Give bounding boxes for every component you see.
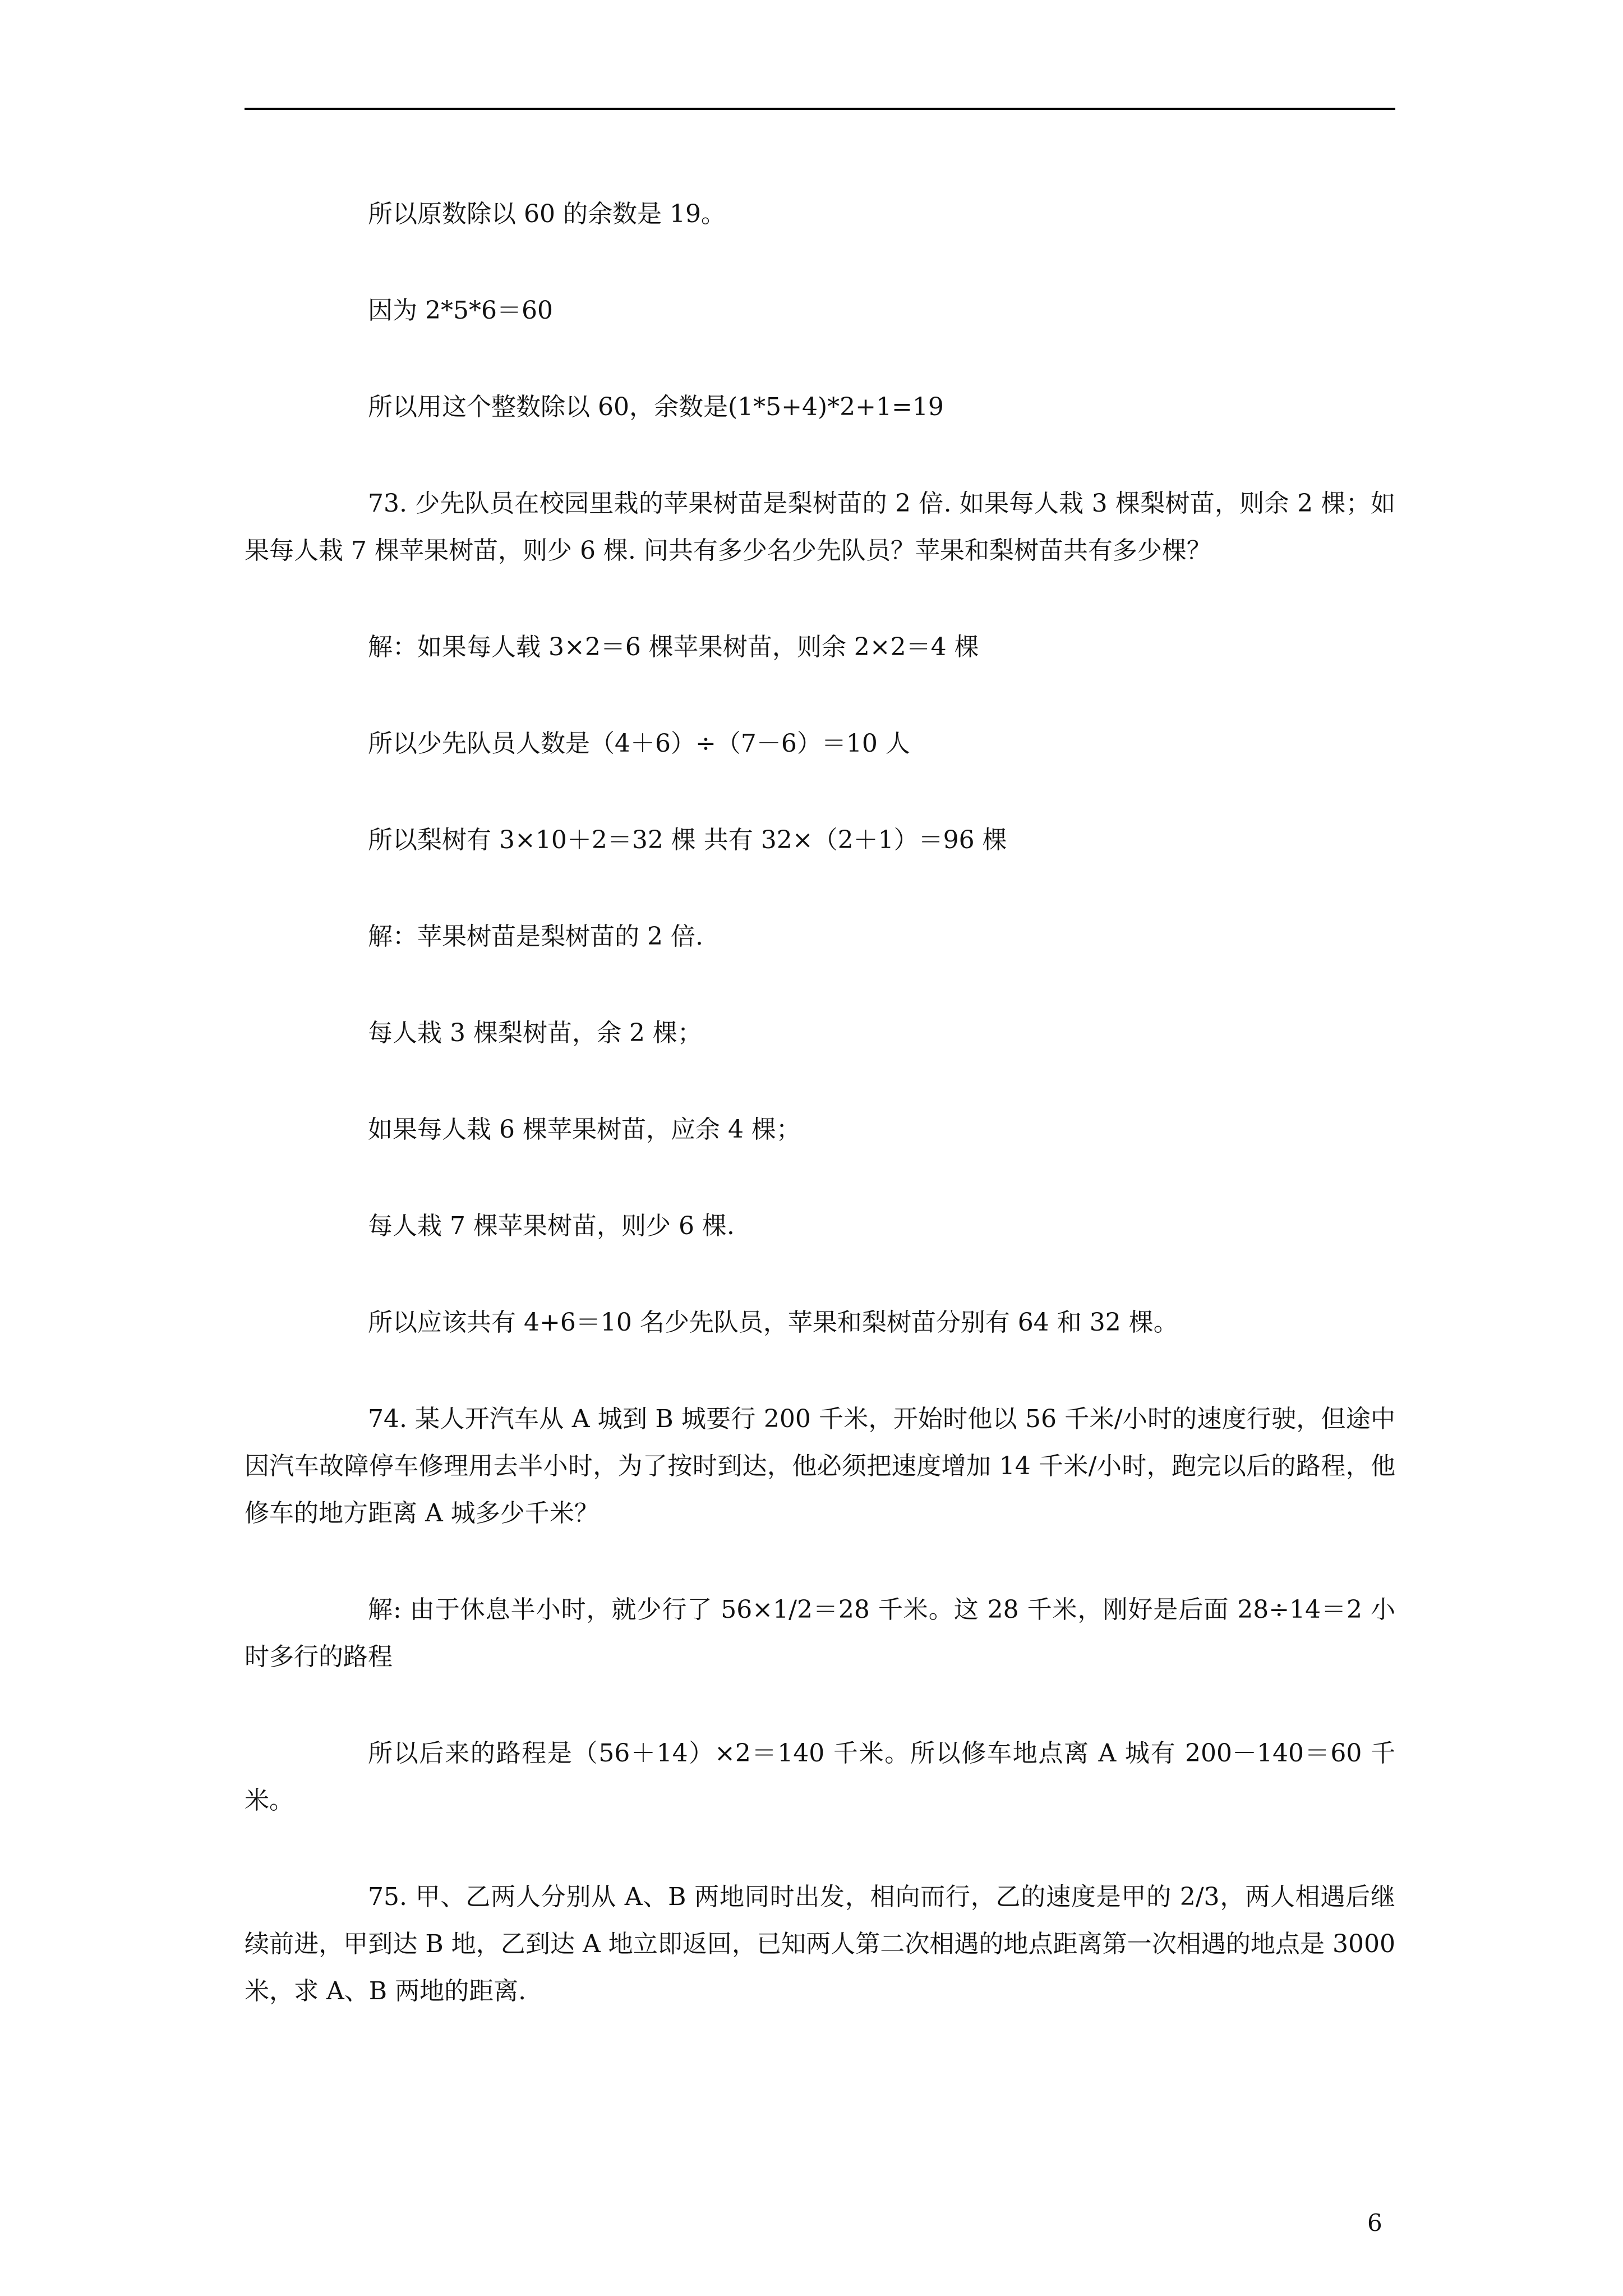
- page-number: 6: [1367, 2209, 1382, 2237]
- paragraph: 解: 由于休息半小时，就少行了 56×1/2＝28 千米。这 28 千米，刚好是后面 28÷14＝2 小时多行的路程: [245, 1595, 1395, 1671]
- page-content: [245, 191, 1395, 2015]
- problem-74: 74. 某人开汽车从 A 城到 B 城要行 200 千米，开始时他以 56 千米/小时的速度行驶，但途中因汽车故障停车修理用去半小时，为了按时到达，他必须把速度增加 14 千米/小时，跑完以后的路程，他修车的地方距离 A 城多少千米？: [245, 1405, 1395, 1527]
- paragraph: 每人栽 7 棵苹果树苗，则少 6 棵.: [368, 1212, 735, 1240]
- paragraph: 因为 2*5*6＝60: [368, 296, 553, 325]
- paragraph: 如果每人栽 6 棵苹果树苗，应余 4 棵；: [368, 1115, 801, 1144]
- paragraph: 解：如果每人载 3×2＝6 棵苹果树苗，则余 2×2＝4 棵: [368, 633, 979, 661]
- paragraph: 所以原数除以 60 的余数是 19。: [368, 200, 726, 228]
- problem-73: 73. 少先队员在校园里栽的苹果树苗是梨树苗的 2 倍. 如果每人栽 3 棵梨树苗，则余 2 棵；如果每人栽 7 棵苹果树苗，则少 6 棵. 问共有多少名少先队员？苹果和梨树苗共有多少棵？: [245, 489, 1395, 565]
- paragraph: 所以应该共有 4+6＝10 名少先队员，苹果和梨树苗分别有 64 和 32 棵。: [368, 1308, 1178, 1337]
- problem-75: 75. 甲、乙两人分别从 A、B 两地同时出发，相向而行，乙的速度是甲的 2/3，两人相遇后继续前进，甲到达 B 地，乙到达 A 地立即返回，已知两人第二次相遇的地点距离第一次相遇的地点是 3000 米，求 A、B 两地的距离.: [245, 1883, 1395, 2005]
- paragraph: 所以少先队员人数是（4＋6）÷（7－6）＝10 人: [368, 729, 910, 758]
- paragraph: 解：苹果树苗是梨树苗的 2 倍.: [368, 922, 703, 951]
- paragraph: 所以后来的路程是（56＋14）×2＝140 千米。所以修车地点离 A 城有 200－140＝60 千米。: [245, 1739, 1395, 1815]
- paragraph: 每人栽 3 棵梨树苗，余 2 棵；: [368, 1019, 702, 1047]
- paragraph: 所以用这个整数除以 60，余数是(1*5+4)*2+1=19: [368, 393, 944, 421]
- header-rule: [245, 108, 1395, 110]
- paragraph: 所以梨树有 3×10＋2＝32 棵 共有 32×（2＋1）＝96 棵: [368, 826, 1007, 854]
